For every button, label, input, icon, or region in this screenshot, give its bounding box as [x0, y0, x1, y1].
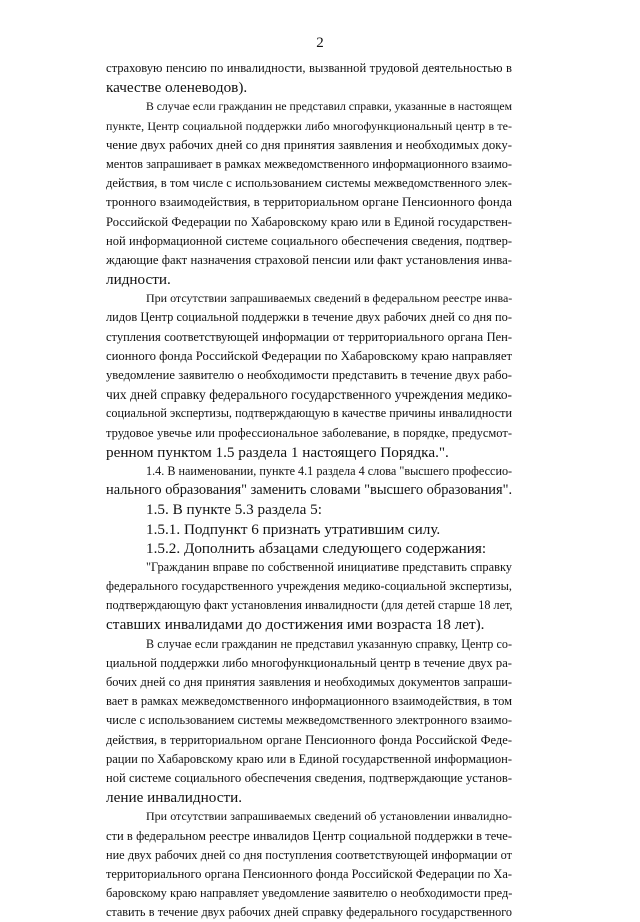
text-line: качестве оленеводов).: [106, 79, 248, 97]
text-line: социальной экспертизы, подтверждающую в качестве причины инвалидности: [106, 406, 512, 421]
text-line: действия, в территориальном органе Пенсионного фонда Российской Феде-: [106, 732, 512, 747]
text-line: При отсутствии запрашиваемых сведений об установлении инвалидно-: [146, 809, 512, 824]
text-line: сионного фонда Российской Федерации по Хабаровскому краю направляет: [106, 348, 513, 363]
text-line: ступления соответствующей информации от территориального органа Пен-: [106, 329, 512, 344]
text-line: уведомление заявителю о необходимости представить в течение двух рабо-: [106, 368, 512, 382]
text-line: При отсутствии запрашиваемых сведений в федеральном реестре инва-: [146, 291, 513, 306]
text-line: чих дней справку федерального государственного учреждения медико-: [106, 387, 512, 403]
text-line: В случае если гражданин не представил справки, указанные в настоящем: [146, 100, 512, 114]
text-line: лидов Центр социальной поддержки в течение двух рабочих дней со дня по-: [106, 310, 512, 325]
text-line: ной информационной системе социального обеспечения сведения, подтвер-: [106, 233, 512, 248]
text-line: территориального органа Пенсионного фонда Российской Федерации по Ха-: [106, 866, 512, 881]
text-line: подтверждающую факт установления инвалидности (для детей старше 18 лет,: [106, 598, 513, 613]
text-line: циальной поддержки либо многофункциональный центр в течение двух ра-: [106, 655, 512, 670]
text-line: 1.5.1. Подпункт 6 признать утратившим силу.: [146, 520, 441, 538]
text-line: ление инвалидности.: [106, 789, 243, 807]
document-body: [106, 59, 512, 922]
text-line: В случае если гражданин не представил указанную справку, Центр со-: [146, 636, 512, 651]
page-number: 2: [316, 35, 324, 51]
text-line: федерального государственного учреждения медико-социальной экспертизы,: [106, 579, 512, 594]
text-line: ждающие факт назначения страховой пенсии или факт установления инва-: [106, 252, 512, 267]
text-line: Российской Федерации по Хабаровскому краю или в Единой государствен-: [106, 214, 512, 229]
text-line: числе с использованием системы межведомственного электронного взаимо-: [106, 713, 512, 728]
text-line: "Гражданин вправе по собственной инициативе представить справку: [146, 559, 512, 574]
text-line: ментов запрашивает в рамках межведомственного информационного взаимо-: [106, 156, 512, 171]
text-line: нального образования" заменить словами "высшего образования".: [106, 482, 513, 499]
text-line: 1.5. В пункте 5.3 раздела 5:: [146, 501, 322, 519]
text-line: бочих дней со дня принятия заявления и необходимых документов запраши-: [106, 675, 512, 689]
text-line: чение двух рабочих дней со дня принятия заявления и необходимых доку-: [106, 137, 512, 152]
text-line: ставить в течение двух рабочих дней справку федерального государственного: [106, 905, 512, 920]
text-line: баровскому краю направляет уведомление заявителю о необходимости пред-: [106, 886, 513, 901]
text-line: 1.5.2. Дополнить абзацами следующего содержания:: [146, 539, 487, 557]
text-line: действия, в том числе с использованием системы межведомственного элек-: [106, 176, 512, 191]
text-line: лидности.: [106, 271, 171, 289]
text-line: страховую пенсию по инвалидности, вызванной трудовой деятельностью в: [106, 61, 512, 75]
text-line: ние двух рабочих дней со дня поступления соответствующей информации от: [106, 847, 512, 862]
text-line: ставших инвалидами до достижения ими возраста 18 лет).: [106, 616, 485, 634]
text-line: рации по Хабаровскому краю или в Единой государственной информацион-: [106, 751, 512, 766]
text-line: ренном пунктом 1.5 раздела 1 настоящего Порядка.".: [106, 443, 449, 461]
text-line: 1.4. В наименовании, пункте 4.1 раздела 4 слова "высшего профессио-: [146, 463, 513, 478]
text-line: вает в рамках межведомственного информационного взаимодействия, в том: [106, 694, 512, 709]
text-line: ной системе социального обеспечения сведения, подтверждающие установ-: [106, 770, 512, 785]
text-line: трудовое увечье или профессиональное заболевание, в порядке, предусмот-: [106, 425, 512, 440]
text-line: сти в федеральном реестре инвалидов Центр социальной поддержки в тече-: [106, 828, 512, 843]
text-line: пункте, Центр социальной поддержки либо многофункциональный центр в те-: [106, 118, 512, 133]
text-line: тронного взаимодействия, в территориальном органе Пенсионного фонда: [106, 195, 512, 210]
